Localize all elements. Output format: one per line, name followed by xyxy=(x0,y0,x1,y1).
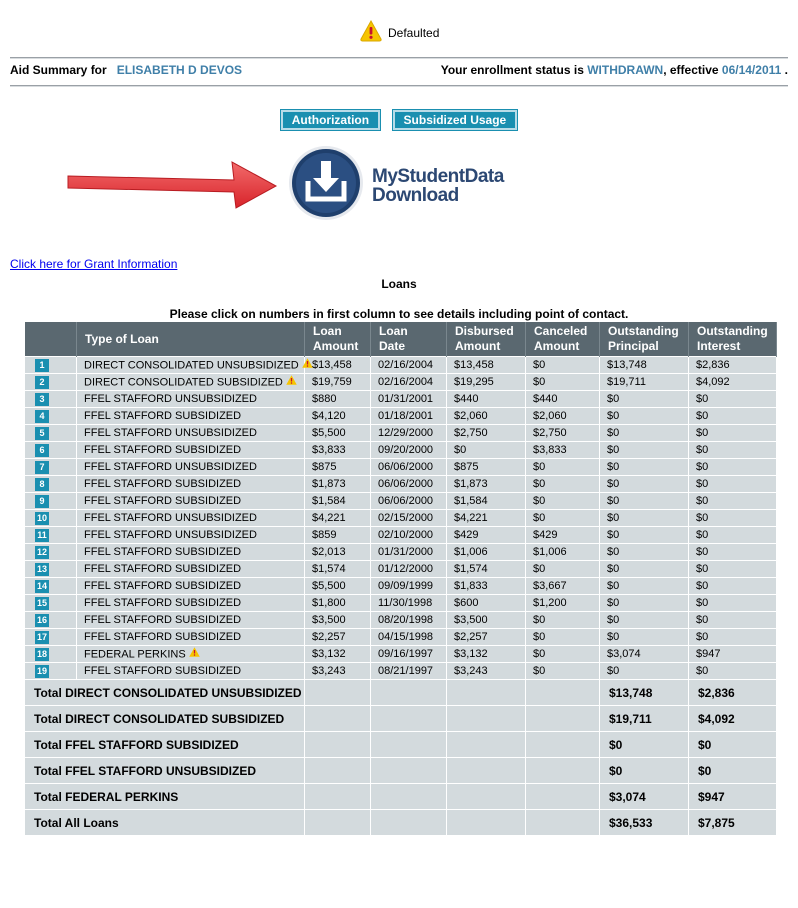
total-principal: $3,074 xyxy=(600,784,689,810)
loan-number-button[interactable]: 19 xyxy=(36,665,47,676)
loan-canceled: $3,667 xyxy=(526,578,600,595)
loan-principal: $0 xyxy=(600,476,689,493)
total-empty-cell xyxy=(305,810,371,836)
header-type: Type of Loan xyxy=(77,322,305,357)
loan-canceled: $440 xyxy=(526,391,600,408)
loan-number-cell xyxy=(25,374,77,391)
loan-interest: $0 xyxy=(689,442,777,459)
loan-type: FFEL STAFFORD SUBSIDIZED xyxy=(84,614,242,626)
loan-principal: $0 xyxy=(600,663,689,680)
total-empty-cell xyxy=(305,732,371,758)
mystudentdata-line1: MyStudentData xyxy=(372,165,504,187)
loan-date: 09/20/2000 xyxy=(371,442,447,459)
loan-disbursed: $4,221 xyxy=(447,510,526,527)
loan-type-cell xyxy=(77,663,305,680)
table-row xyxy=(25,408,777,425)
loan-principal: $0 xyxy=(600,391,689,408)
loan-date: 06/06/2000 xyxy=(371,459,447,476)
red-arrow-icon xyxy=(66,158,280,215)
total-empty-cell xyxy=(371,784,447,810)
loan-principal: $0 xyxy=(600,612,689,629)
loan-type-cell xyxy=(77,544,305,561)
loan-number-button[interactable]: 4 xyxy=(35,410,49,423)
loan-interest: $2,836 xyxy=(689,357,777,374)
loan-interest: $947 xyxy=(689,646,777,663)
loan-amount: $1,800 xyxy=(305,595,371,612)
loan-canceled: $0 xyxy=(526,493,600,510)
loan-interest: $0 xyxy=(689,612,777,629)
loan-date: 08/21/1997 xyxy=(371,663,447,680)
header-number xyxy=(25,322,77,357)
total-empty-cell xyxy=(447,680,526,706)
header-outstanding-principal: Outstanding Principal xyxy=(600,322,689,357)
loan-date: 01/31/2001 xyxy=(371,391,447,408)
loan-type: DIRECT CONSOLIDATED UNSUBSIDIZED xyxy=(84,358,299,371)
total-label: Total FFEL STAFFORD SUBSIDIZED xyxy=(25,732,305,758)
loan-number-cell xyxy=(25,391,77,408)
total-empty-cell xyxy=(447,758,526,784)
subsidized-usage-button[interactable]: Subsidized Usage xyxy=(393,110,518,130)
loan-date: 02/10/2000 xyxy=(371,527,447,544)
total-principal: $0 xyxy=(600,732,689,758)
loan-amount: $5,500 xyxy=(305,425,371,442)
loan-canceled: $1,006 xyxy=(526,544,600,561)
mystudentdata-download-button[interactable] xyxy=(288,145,504,226)
loan-principal: $0 xyxy=(600,493,689,510)
loan-disbursed: $875 xyxy=(447,459,526,476)
header-outstanding-interest: Outstanding Interest xyxy=(689,322,777,357)
loan-number-cell xyxy=(25,646,77,663)
enrollment-status: WITHDRAWN xyxy=(587,63,664,77)
loan-type: FEDERAL PERKINS xyxy=(84,647,186,660)
loan-amount: $5,500 xyxy=(305,578,371,595)
button-row xyxy=(0,110,798,130)
loan-type: FFEL STAFFORD UNSUBSIDIZED xyxy=(84,461,257,473)
loan-principal: $0 xyxy=(600,629,689,646)
loan-disbursed: $1,833 xyxy=(447,578,526,595)
loan-date: 02/16/2004 xyxy=(371,357,447,374)
total-label: Total DIRECT CONSOLIDATED UNSUBSIDIZED xyxy=(25,680,305,706)
loan-principal: $0 xyxy=(600,544,689,561)
loan-canceled: $3,833 xyxy=(526,442,600,459)
loan-number-cell xyxy=(25,493,77,510)
total-empty-cell xyxy=(305,706,371,732)
loan-number-cell xyxy=(25,663,77,680)
loan-type: DIRECT CONSOLIDATED SUBSIDIZED xyxy=(84,375,283,388)
loan-amount: $859 xyxy=(305,527,371,544)
total-label: Total FFEL STAFFORD UNSUBSIDIZED xyxy=(25,758,305,784)
total-row xyxy=(25,680,777,706)
loan-number-cell xyxy=(25,459,77,476)
loan-type: FFEL STAFFORD UNSUBSIDIZED xyxy=(84,427,257,439)
header-loan-date: Loan Date xyxy=(371,322,447,357)
loan-type: FFEL STAFFORD SUBSIDIZED xyxy=(84,495,242,507)
loan-number-cell xyxy=(25,578,77,595)
divider-bottom xyxy=(10,85,788,87)
loan-date: 12/29/2000 xyxy=(371,425,447,442)
loan-number-cell xyxy=(25,357,77,374)
loan-number-button[interactable]: 18 xyxy=(36,648,47,659)
loan-principal: $3,074 xyxy=(600,646,689,663)
total-interest: $0 xyxy=(689,758,777,784)
loan-type-cell xyxy=(77,612,305,629)
loan-amount: $3,500 xyxy=(305,612,371,629)
warning-icon xyxy=(189,647,200,660)
loan-type-cell xyxy=(77,578,305,595)
loan-number-button[interactable]: 1 xyxy=(35,359,49,372)
loan-type: FFEL STAFFORD SUBSIDIZED xyxy=(84,665,242,677)
warning-icon xyxy=(302,358,313,371)
table-row xyxy=(25,544,777,561)
loan-type: FFEL STAFFORD SUBSIDIZED xyxy=(84,444,242,456)
table-row xyxy=(25,357,777,374)
table-header-row xyxy=(25,322,777,357)
loan-principal: $19,711 xyxy=(600,374,689,391)
loan-amount: $3,132 xyxy=(305,646,371,663)
loan-number-cell xyxy=(25,527,77,544)
total-empty-cell xyxy=(371,758,447,784)
loan-number-cell xyxy=(25,595,77,612)
total-empty-cell xyxy=(371,680,447,706)
total-empty-cell xyxy=(371,810,447,836)
defaulted-label: Defaulted xyxy=(388,26,440,40)
total-empty-cell xyxy=(526,810,600,836)
loan-principal: $0 xyxy=(600,527,689,544)
loan-amount: $1,873 xyxy=(305,476,371,493)
loan-type-cell xyxy=(77,510,305,527)
loan-disbursed: $0 xyxy=(447,442,526,459)
loan-type: FFEL STAFFORD UNSUBSIDIZED xyxy=(84,393,257,405)
total-row xyxy=(25,706,777,732)
loan-amount: $3,833 xyxy=(305,442,371,459)
loan-date: 01/18/2001 xyxy=(371,408,447,425)
table-row xyxy=(25,493,777,510)
total-row xyxy=(25,810,777,836)
loan-disbursed: $19,295 xyxy=(447,374,526,391)
loan-number-button[interactable]: 2 xyxy=(35,376,49,389)
loan-interest: $0 xyxy=(689,561,777,578)
aid-summary-bar xyxy=(10,63,788,79)
loan-number-button[interactable]: 16 xyxy=(36,614,47,625)
student-name: ELISABETH D DEVOS xyxy=(116,63,243,77)
total-empty-cell xyxy=(305,758,371,784)
table-row xyxy=(25,527,777,544)
loan-disbursed: $3,132 xyxy=(447,646,526,663)
loan-type-cell xyxy=(77,357,305,374)
loan-disbursed: $2,257 xyxy=(447,629,526,646)
loan-type: FFEL STAFFORD SUBSIDIZED xyxy=(84,631,242,643)
loan-amount: $2,257 xyxy=(305,629,371,646)
loan-date: 08/20/1998 xyxy=(371,612,447,629)
table-row xyxy=(25,612,777,629)
loan-amount: $1,574 xyxy=(305,561,371,578)
loan-canceled: $0 xyxy=(526,612,600,629)
loan-date: 11/30/1998 xyxy=(371,595,447,612)
total-principal: $13,748 xyxy=(600,680,689,706)
total-empty-cell xyxy=(305,784,371,810)
total-row xyxy=(25,732,777,758)
loan-type-cell xyxy=(77,459,305,476)
loan-type: FFEL STAFFORD UNSUBSIDIZED xyxy=(84,529,257,541)
loan-disbursed: $1,574 xyxy=(447,561,526,578)
loan-type: FFEL STAFFORD SUBSIDIZED xyxy=(84,597,242,609)
table-row xyxy=(25,595,777,612)
loan-number-button[interactable]: 17 xyxy=(36,631,47,642)
loan-number-button[interactable]: 7 xyxy=(35,461,49,474)
total-empty-cell xyxy=(447,784,526,810)
loan-type: FFEL STAFFORD UNSUBSIDIZED xyxy=(84,512,257,524)
table-row xyxy=(25,510,777,527)
loan-type-cell xyxy=(77,408,305,425)
loan-number-cell xyxy=(25,629,77,646)
loan-type: FFEL STAFFORD SUBSIDIZED xyxy=(84,546,242,558)
loan-date: 01/12/2000 xyxy=(371,561,447,578)
loan-amount: $880 xyxy=(305,391,371,408)
header-disbursed-amount: Disbursed Amount xyxy=(447,322,526,357)
aid-summary-label: Aid Summary for xyxy=(10,63,107,77)
loan-interest: $0 xyxy=(689,459,777,476)
loan-type-cell xyxy=(77,527,305,544)
loan-disbursed: $13,458 xyxy=(447,357,526,374)
table-row xyxy=(25,561,777,578)
divider-top xyxy=(10,57,788,59)
loan-number-button[interactable]: 5 xyxy=(35,427,49,440)
loan-amount: $4,221 xyxy=(305,510,371,527)
loan-principal: $0 xyxy=(600,408,689,425)
mystudentdata-line2: Download xyxy=(372,184,459,206)
total-empty-cell xyxy=(305,680,371,706)
loan-disbursed: $440 xyxy=(447,391,526,408)
loan-number-button[interactable]: 13 xyxy=(36,563,47,574)
loan-disbursed: $600 xyxy=(447,595,526,612)
loan-amount: $3,243 xyxy=(305,663,371,680)
loan-interest: $0 xyxy=(689,578,777,595)
loans-instructions: Please click on numbers in first column to see details including point of contact. xyxy=(169,307,629,321)
loan-type-cell xyxy=(77,646,305,663)
loan-principal: $0 xyxy=(600,425,689,442)
loan-canceled: $2,750 xyxy=(526,425,600,442)
loan-date: 02/16/2004 xyxy=(371,374,447,391)
loan-disbursed: $1,873 xyxy=(447,476,526,493)
loan-type-cell xyxy=(77,374,305,391)
loan-type: FFEL STAFFORD SUBSIDIZED xyxy=(84,478,242,490)
loan-canceled: $0 xyxy=(526,646,600,663)
loan-canceled: $0 xyxy=(526,374,600,391)
summary-period: . xyxy=(784,63,788,77)
loan-type: FFEL STAFFORD SUBSIDIZED xyxy=(84,410,242,422)
loan-canceled: $1,200 xyxy=(526,595,600,612)
total-interest: $4,092 xyxy=(689,706,777,732)
loan-date: 06/06/2000 xyxy=(371,476,447,493)
loan-interest: $0 xyxy=(689,595,777,612)
loan-principal: $0 xyxy=(600,459,689,476)
total-label: Total All Loans xyxy=(25,810,305,836)
loan-amount: $2,013 xyxy=(305,544,371,561)
loan-principal: $0 xyxy=(600,510,689,527)
loan-interest: $0 xyxy=(689,510,777,527)
loan-number-button[interactable]: 9 xyxy=(35,495,49,508)
loan-interest: $0 xyxy=(689,527,777,544)
loan-canceled: $2,060 xyxy=(526,408,600,425)
authorization-button[interactable]: Authorization xyxy=(281,110,380,130)
loan-number-cell xyxy=(25,544,77,561)
loan-type-cell xyxy=(77,425,305,442)
loan-disbursed: $1,584 xyxy=(447,493,526,510)
total-empty-cell xyxy=(526,784,600,810)
table-row xyxy=(25,374,777,391)
loan-canceled: $0 xyxy=(526,476,600,493)
loan-disbursed: $3,243 xyxy=(447,663,526,680)
loan-type-cell xyxy=(77,391,305,408)
total-empty-cell xyxy=(526,706,600,732)
loan-amount: $4,120 xyxy=(305,408,371,425)
header-loan-amount: Loan Amount xyxy=(305,322,371,357)
loan-interest: $0 xyxy=(689,493,777,510)
total-row xyxy=(25,758,777,784)
loan-type-cell xyxy=(77,629,305,646)
loan-interest: $4,092 xyxy=(689,374,777,391)
loan-disbursed: $429 xyxy=(447,527,526,544)
loan-number-button[interactable]: 15 xyxy=(36,597,47,608)
loan-type-cell xyxy=(77,595,305,612)
loan-principal: $0 xyxy=(600,578,689,595)
total-empty-cell xyxy=(371,706,447,732)
loan-amount: $1,584 xyxy=(305,493,371,510)
loan-number-button[interactable]: 8 xyxy=(35,478,49,491)
loan-disbursed: $2,060 xyxy=(447,408,526,425)
table-row xyxy=(25,425,777,442)
total-principal: $36,533 xyxy=(600,810,689,836)
loan-interest: $0 xyxy=(689,425,777,442)
loan-canceled: $0 xyxy=(526,561,600,578)
loan-date: 01/31/2000 xyxy=(371,544,447,561)
loan-number-button[interactable]: 14 xyxy=(36,580,47,591)
loan-disbursed: $1,006 xyxy=(447,544,526,561)
loan-interest: $0 xyxy=(689,663,777,680)
total-interest: $7,875 xyxy=(689,810,777,836)
loan-number-cell xyxy=(25,408,77,425)
loan-number-cell xyxy=(25,561,77,578)
effective-label: , effective xyxy=(663,63,719,77)
loan-interest: $0 xyxy=(689,629,777,646)
loan-principal: $0 xyxy=(600,595,689,612)
loan-interest: $0 xyxy=(689,544,777,561)
table-row xyxy=(25,459,777,476)
download-icon xyxy=(288,145,364,226)
loan-interest: $0 xyxy=(689,408,777,425)
loan-principal: $0 xyxy=(600,561,689,578)
loan-type: FFEL STAFFORD SUBSIDIZED xyxy=(84,563,242,575)
loan-number-button[interactable]: 12 xyxy=(36,546,47,557)
loan-number-cell xyxy=(25,510,77,527)
total-interest: $0 xyxy=(689,732,777,758)
loan-type-cell xyxy=(77,493,305,510)
loan-type-cell xyxy=(77,442,305,459)
total-interest: $2,836 xyxy=(689,680,777,706)
table-row xyxy=(25,578,777,595)
loan-date: 06/06/2000 xyxy=(371,493,447,510)
table-row xyxy=(25,663,777,680)
total-label: Total FEDERAL PERKINS xyxy=(25,784,305,810)
loan-number-button[interactable]: 10 xyxy=(36,512,47,523)
loan-canceled: $0 xyxy=(526,459,600,476)
warning-icon xyxy=(286,375,297,388)
total-empty-cell xyxy=(447,732,526,758)
total-label: Total DIRECT CONSOLIDATED SUBSIDIZED xyxy=(25,706,305,732)
loan-interest: $0 xyxy=(689,476,777,493)
loans-table xyxy=(24,322,777,836)
table-row xyxy=(25,629,777,646)
loan-date: 09/09/1999 xyxy=(371,578,447,595)
loan-number-button[interactable]: 6 xyxy=(35,444,49,457)
loan-canceled: $0 xyxy=(526,629,600,646)
total-principal: $19,711 xyxy=(600,706,689,732)
loans-title: Loans xyxy=(381,277,417,291)
total-empty-cell xyxy=(526,732,600,758)
total-principal: $0 xyxy=(600,758,689,784)
loan-canceled: $0 xyxy=(526,357,600,374)
warning-icon xyxy=(360,20,382,42)
loan-number-cell xyxy=(25,612,77,629)
total-empty-cell xyxy=(371,732,447,758)
loan-number-cell xyxy=(25,442,77,459)
legend xyxy=(360,18,439,44)
loan-disbursed: $3,500 xyxy=(447,612,526,629)
table-row xyxy=(25,391,777,408)
loan-date: 09/16/1997 xyxy=(371,646,447,663)
total-empty-cell xyxy=(447,810,526,836)
loan-amount: $19,759 xyxy=(305,374,371,391)
loan-number-cell xyxy=(25,425,77,442)
loan-amount: $875 xyxy=(305,459,371,476)
total-interest: $947 xyxy=(689,784,777,810)
header-canceled-amount: Canceled Amount xyxy=(526,322,600,357)
loan-type-cell xyxy=(77,476,305,493)
total-empty-cell xyxy=(447,706,526,732)
loan-date: 02/15/2000 xyxy=(371,510,447,527)
table-row xyxy=(25,646,777,663)
loan-date: 04/15/1998 xyxy=(371,629,447,646)
loan-disbursed: $2,750 xyxy=(447,425,526,442)
total-empty-cell xyxy=(526,680,600,706)
total-empty-cell xyxy=(526,758,600,784)
loan-canceled: $0 xyxy=(526,663,600,680)
loan-principal: $0 xyxy=(600,442,689,459)
table-row xyxy=(25,442,777,459)
loan-type: FFEL STAFFORD SUBSIDIZED xyxy=(84,580,242,592)
loan-canceled: $429 xyxy=(526,527,600,544)
loan-interest: $0 xyxy=(689,391,777,408)
table-row xyxy=(25,476,777,493)
grant-information-link[interactable]: Click here for Grant Information xyxy=(10,257,178,271)
loan-number-cell xyxy=(25,476,77,493)
loan-canceled: $0 xyxy=(526,510,600,527)
enrollment-status-label: Your enrollment status is xyxy=(440,63,584,77)
total-row xyxy=(25,784,777,810)
loan-number-button[interactable]: 3 xyxy=(35,393,49,406)
loan-number-button[interactable]: 11 xyxy=(35,529,49,542)
effective-date: 06/14/2011 xyxy=(721,63,782,77)
loan-type-cell xyxy=(77,561,305,578)
loan-principal: $13,748 xyxy=(600,357,689,374)
loan-amount: $13,458 xyxy=(305,357,371,374)
